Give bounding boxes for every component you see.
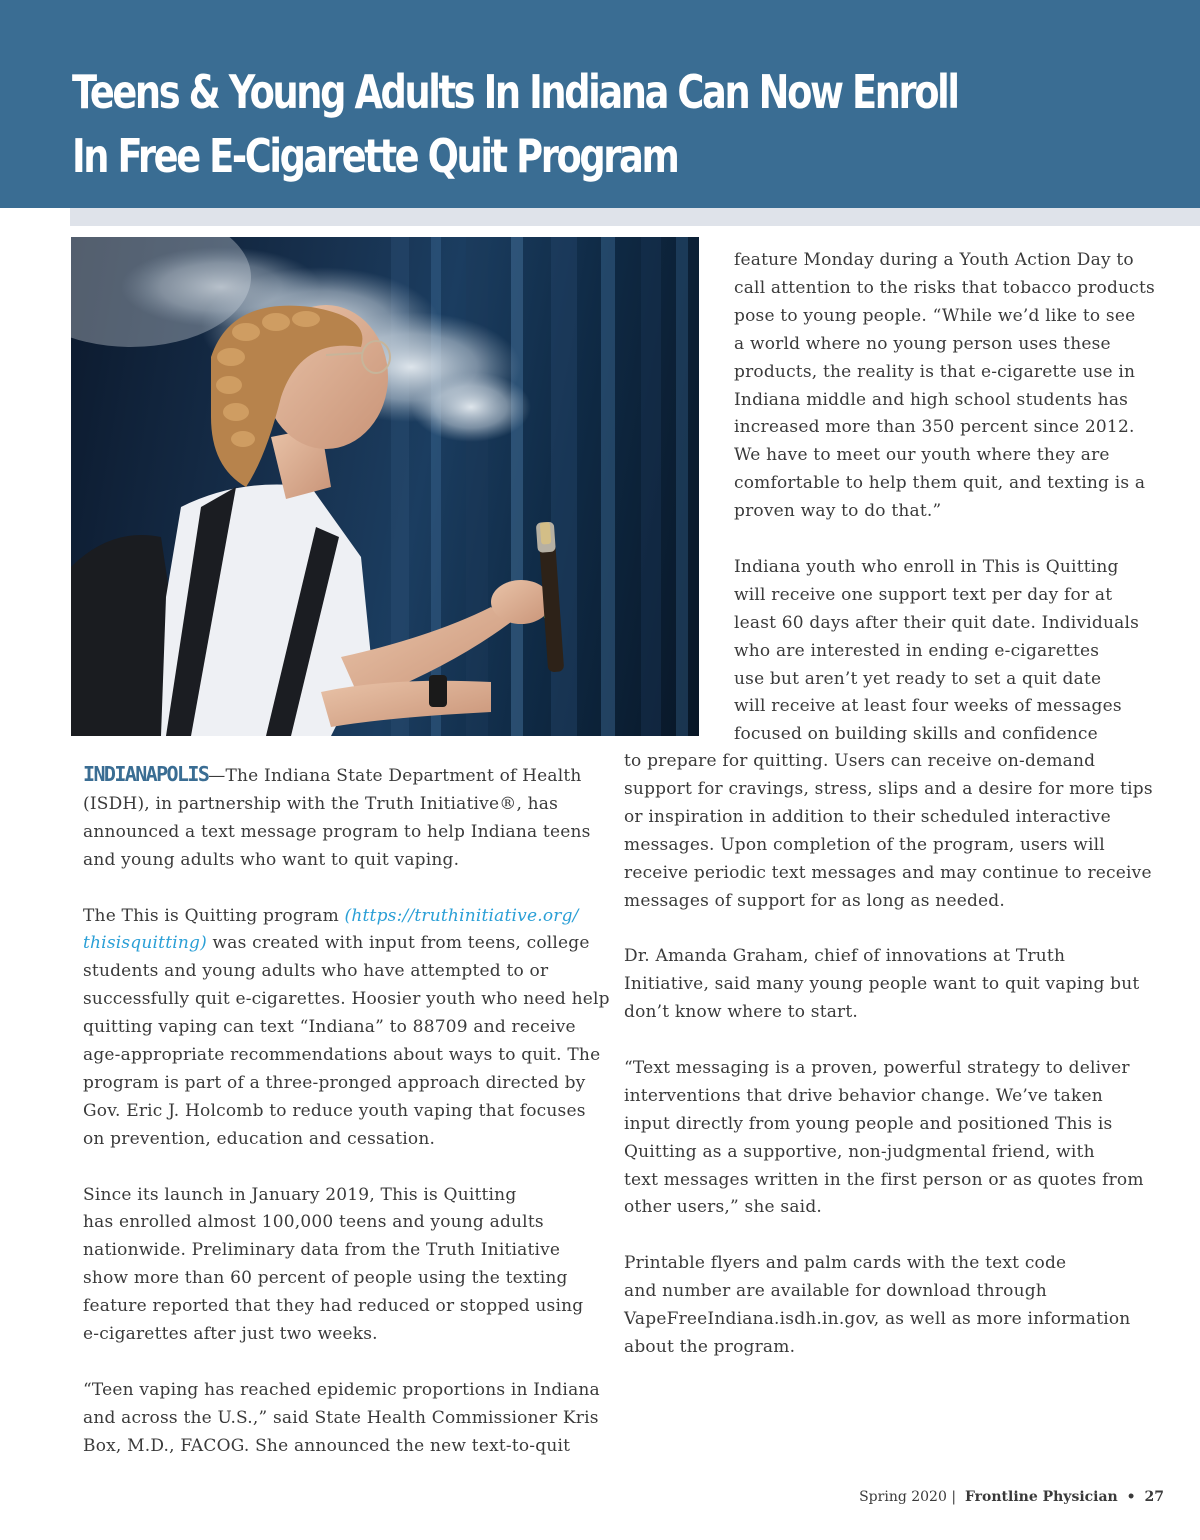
text-line: interventions that drive behavior change. We’ve taken [624,1085,1103,1106]
text-line: Printable flyers and palm cards with the text code [624,1253,1067,1274]
text-line: (ISDH), in partnership with the Truth Initiative®, has [83,793,559,814]
text-line: has enrolled almost 100,000 teens and young adults [83,1212,544,1233]
text-line: Dr. Amanda Graham, chief of innovations at Truth [624,946,1066,967]
text-line: will receive at least four weeks of messages [734,696,1122,717]
paragraph [624,1250,1144,1362]
text-line: a world where no young person uses these [734,333,1111,354]
text-line: messages of support for as long as needed. [624,890,1005,911]
page-footer [859,1489,1164,1505]
paragraph [624,943,1144,1027]
left-column [83,761,610,1489]
text-line: students and young adults who have attempted to or [83,961,549,982]
text-line: who are interested in ending e-cigarettes [734,640,1100,661]
paragraph [734,247,1154,526]
paragraph [83,761,598,875]
publication-name: Frontline Physician [964,1489,1118,1505]
text-line: and young adults who want to quit vaping. [83,849,460,870]
text-line: Initiative, said many young people want to quit vaping but [624,974,1140,995]
paragraph [83,1377,598,1461]
footer-separator: | [951,1489,957,1505]
paragraph [624,748,1153,915]
text-line [83,930,598,958]
program-link[interactable]: thisisquitting) [83,933,207,954]
text-line: Indiana middle and high school students has [734,389,1129,410]
right-column-top [734,247,1154,749]
text-line: products, the reality is that e-cigarette use in [734,361,1136,382]
text-line: feature reported that they had reduced or stopped using [83,1296,584,1317]
text-line: other users,” she said. [624,1197,823,1218]
right-column-bottom [624,748,1153,1390]
text-line: quitting vaping can text “Indiana” to 88709 and receive [83,1017,576,1038]
text-line: announced a text message program to help Indiana teens [83,821,591,842]
paragraph [734,554,1154,749]
text-line [83,903,598,931]
text-line: Indiana youth who enroll in This is Quitting [734,556,1119,577]
article-photo [71,237,699,736]
paragraph [83,903,610,1154]
text-line: focused on building skills and confidence [734,724,1098,745]
text-line: e-cigarettes after just two weeks. [83,1324,378,1345]
text-line: don’t know where to start. [624,1002,859,1023]
text-line: VapeFreeIndiana.isdh.in.gov, as well as more information [624,1309,1131,1330]
issue-season: Spring 2020 [859,1489,947,1505]
program-link[interactable]: (https://truthinitiative.org/ [344,905,579,926]
text-line: input directly from young people and positioned This is [624,1113,1113,1134]
text-line [83,761,598,791]
text-line: on prevention, education and cessation. [83,1128,436,1149]
text-line: comfortable to help them quit, and texting is a [734,473,1146,494]
text-line: text messages written in the first person or as quotes from [624,1169,1144,1190]
text-line: support for cravings, stress, slips and a desire for more tips [624,778,1153,799]
text-line: age-appropriate recommendations about ways to quit. The [83,1045,601,1066]
text-line: will receive one support text per day for at [734,584,1113,605]
text-line: and number are available for download through [624,1281,1047,1302]
text-line: nationwide. Preliminary data from the Truth Initiative [83,1240,561,1261]
text-segment: The This is Quitting program [83,905,345,926]
text-line: receive periodic text messages and may continue to receive [624,862,1152,883]
text-line: Since its launch in January 2019, This is Quitting [83,1184,517,1205]
paragraph [624,1055,1144,1222]
page-number: 27 [1144,1489,1164,1505]
text-line: Box, M.D., FACOG. She announced the new text-to-quit [83,1435,571,1456]
text-line: successfully quit e-cigarettes. Hoosier youth who need help [83,989,610,1010]
text-line: Quitting as a supportive, non-judgmental friend, with [624,1141,1095,1162]
text-line: Gov. Eric J. Holcomb to reduce youth vaping that focuses [83,1100,586,1121]
text-line: proven way to do that.” [734,501,942,522]
text-line: “Text messaging is a proven, powerful strategy to deliver [624,1057,1130,1078]
text-line: We have to meet our youth where they are [734,445,1110,466]
text-line: pose to young people. “While we’d like to see [734,305,1136,326]
text-segment: was created with input from teens, college [206,933,590,954]
text-line: or inspiration in addition to their scheduled interactive [624,806,1111,827]
text-line: program is part of a three-pronged approach directed by [83,1072,586,1093]
text-line: about the program. [624,1336,796,1357]
title-line: Teens & Young Adults In Indiana Can Now Enroll [72,65,958,119]
article-title [72,60,958,188]
text-line: feature Monday during a Youth Action Day to [734,250,1134,270]
text-line: call attention to the risks that tobacco products [734,277,1155,298]
dateline: INDIANAPOLIS [83,762,209,786]
footer-bullet: • [1126,1489,1136,1505]
text-line: and across the U.S.,” said State Health Commissioner Kris [83,1407,599,1428]
text-line: “Teen vaping has reached epidemic proportions in Indiana [83,1379,600,1400]
text-segment: —The Indiana State Department of Health [208,766,582,786]
text-line: least 60 days after their quit date. Individuals [734,612,1140,633]
paragraph [83,1182,598,1349]
text-line: increased more than 350 percent since 2012. [734,417,1135,438]
title-line: In Free E-Cigarette Quit Program [72,129,678,183]
photo-illustration [71,237,699,736]
text-line: messages. Upon completion of the program, users will [624,834,1105,855]
text-line: to prepare for quitting. Users can receive on-demand [624,751,1096,771]
text-line: use but aren’t yet ready to set a quit date [734,668,1102,689]
text-line: show more than 60 percent of people using the texting [83,1268,568,1289]
banner-accent-strip [70,208,1200,226]
